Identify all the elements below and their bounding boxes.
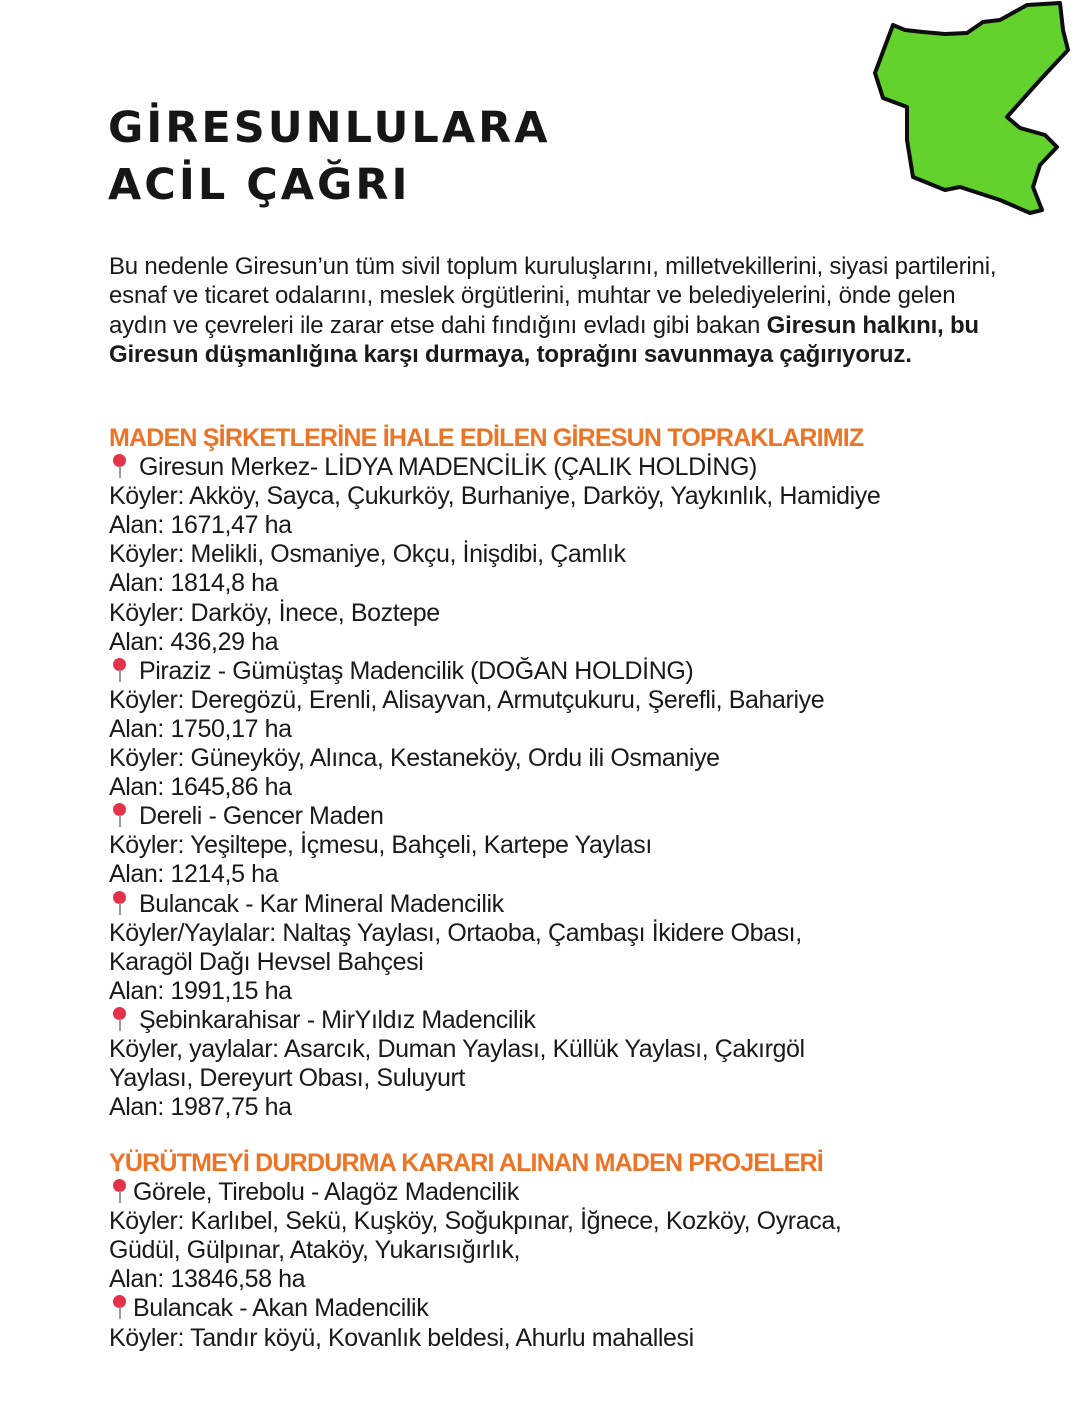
detail-line	[109, 482, 1049, 511]
line-text: Güdül, Gülpınar, Ataköy, Yukarısığırlık,	[109, 1236, 521, 1265]
line-text: Köyler, yaylalar: Asarcık, Duman Yaylası, Küllük Yaylası, Çakırgöl	[109, 1034, 805, 1063]
title-line-1: GİRESUNLULARA	[108, 103, 551, 153]
line-text: Alan: 1645,86 ha	[109, 773, 292, 802]
map-pin-icon	[109, 891, 131, 915]
line-text: Alan: 1671,47 ha	[109, 511, 292, 540]
line-text: Yaylası, Dereyurt Obası, Suluyurt	[109, 1064, 465, 1093]
line-text: Köyler/Yaylalar: Naltaş Yaylası, Ortaoba, Çambaşı İkidere Obası,	[109, 918, 802, 947]
line-text: Görele, Tirebolu - Alagöz Madencilik	[133, 1178, 519, 1207]
map-pin-icon	[109, 803, 131, 827]
project-title-line	[109, 453, 1049, 482]
project-title-line	[109, 802, 1049, 831]
map-pin-icon	[109, 1295, 131, 1319]
line-text: Dereli - Gencer Maden	[139, 802, 384, 831]
detail-line	[109, 715, 1049, 744]
intro-text: Bu nedenle Giresun’un tüm sivil toplum kuruluşlarını, milletvekillerini, siyasi partilerini, esnaf ve ticaret odalarını, meslek örgütlerini, muhtar ve belediyelerini, önde gelen aydın ve çevreleri ile zarar etse dahi fındığını evladı gibi bakan	[109, 253, 997, 339]
line-text: Köyler: Tandır köyü, Kovanlık beldesi, Ahurlu mahallesi	[109, 1323, 694, 1352]
line-text: Köyler: Yeşiltepe, İçmesu, Bahçeli, Kartepe Yaylası	[109, 831, 652, 860]
section-halted-projects	[109, 1149, 1049, 1353]
line-text: Alan: 1814,8 ha	[109, 569, 279, 598]
intro-paragraph	[109, 252, 1009, 369]
line-text: Köyler: Akköy, Sayca, Çukurköy, Burhaniye, Darköy, Yaykınlık, Hamidiye	[109, 482, 881, 511]
line-text: Piraziz - Gümüştaş Madencilik (DOĞAN HOLDİNG)	[139, 656, 694, 685]
detail-line	[109, 948, 1049, 977]
detail-line	[109, 744, 1049, 773]
line-text: Alan: 1750,17 ha	[109, 714, 292, 743]
detail-line	[109, 686, 1049, 715]
line-text: Köyler: Melikli, Osmaniye, Okçu, İnişdibi, Çamlık	[109, 540, 626, 569]
line-text: Alan: 13846,58 ha	[109, 1265, 306, 1294]
section-tendered-lands	[109, 424, 1049, 1122]
line-text: Bulancak - Akan Madencilik	[133, 1294, 429, 1323]
detail-line	[109, 773, 1049, 802]
detail-line	[109, 599, 1049, 628]
intro-bold-text: Giresun halkını, bu Giresun düşmanlığına karşı durmaya, toprağını savunmaya çağırıyoruz.	[109, 311, 979, 368]
map-pin-icon	[109, 454, 131, 478]
detail-line	[109, 511, 1049, 540]
project-title-line	[109, 890, 1049, 919]
title-line-2: ACİL ÇAĞRI	[108, 160, 411, 210]
detail-line	[109, 1207, 1049, 1236]
line-text: Köyler: Darköy, İnece, Boztepe	[109, 598, 440, 627]
detail-line	[109, 1324, 1049, 1353]
detail-line	[109, 1035, 1049, 1064]
section-heading: YÜRÜTMEYİ DURDURMA KARARI ALINAN MADEN PROJELERİ	[109, 1149, 823, 1177]
line-text: Bulancak - Kar Mineral Madencilik	[139, 889, 504, 918]
map-pin-icon	[109, 1179, 131, 1203]
detail-line	[109, 860, 1049, 889]
line-text: Alan: 436,29 ha	[109, 627, 279, 656]
detail-line	[109, 977, 1049, 1006]
line-text: Giresun Merkez- LİDYA MADENCİLİK (ÇALIK HOLDİNG)	[139, 453, 757, 482]
detail-line	[109, 1064, 1049, 1093]
giresun-province-shape	[875, 3, 1068, 213]
detail-line	[109, 1236, 1049, 1265]
map-pin-icon	[109, 658, 131, 682]
page-title	[108, 100, 551, 214]
section-heading: MADEN ŞİRKETLERİNE İHALE EDİLEN GİRESUN TOPRAKLARIMIZ	[109, 424, 864, 452]
project-title-line	[109, 1294, 1049, 1323]
detail-line	[109, 919, 1049, 948]
project-title-line	[109, 1178, 1049, 1207]
detail-line	[109, 1093, 1049, 1122]
line-text: Alan: 1987,75 ha	[109, 1093, 292, 1122]
line-text: Şebinkarahisar - MirYıldız Madencilik	[139, 1005, 536, 1034]
line-text: Alan: 1991,15 ha	[109, 976, 292, 1005]
line-text: Köyler: Deregözü, Erenli, Alisayvan, Armutçukuru, Şerefli, Bahariye	[109, 685, 825, 714]
detail-line	[109, 540, 1049, 569]
detail-line	[109, 628, 1049, 657]
detail-line	[109, 831, 1049, 860]
map-pin-icon	[109, 1007, 131, 1031]
detail-line	[109, 1265, 1049, 1294]
line-text: Köyler: Güneyköy, Alınca, Kestaneköy, Ordu ili Osmaniye	[109, 744, 720, 773]
line-text: Köyler: Karlıbel, Sekü, Kuşköy, Soğukpınar, İğnece, Kozköy, Oyraca,	[109, 1207, 842, 1236]
project-title-line	[109, 657, 1049, 686]
project-title-line	[109, 1006, 1049, 1035]
line-text: Alan: 1214,5 ha	[109, 860, 279, 889]
detail-line	[109, 569, 1049, 598]
line-text: Karagöl Dağı Hevsel Bahçesi	[109, 947, 424, 976]
